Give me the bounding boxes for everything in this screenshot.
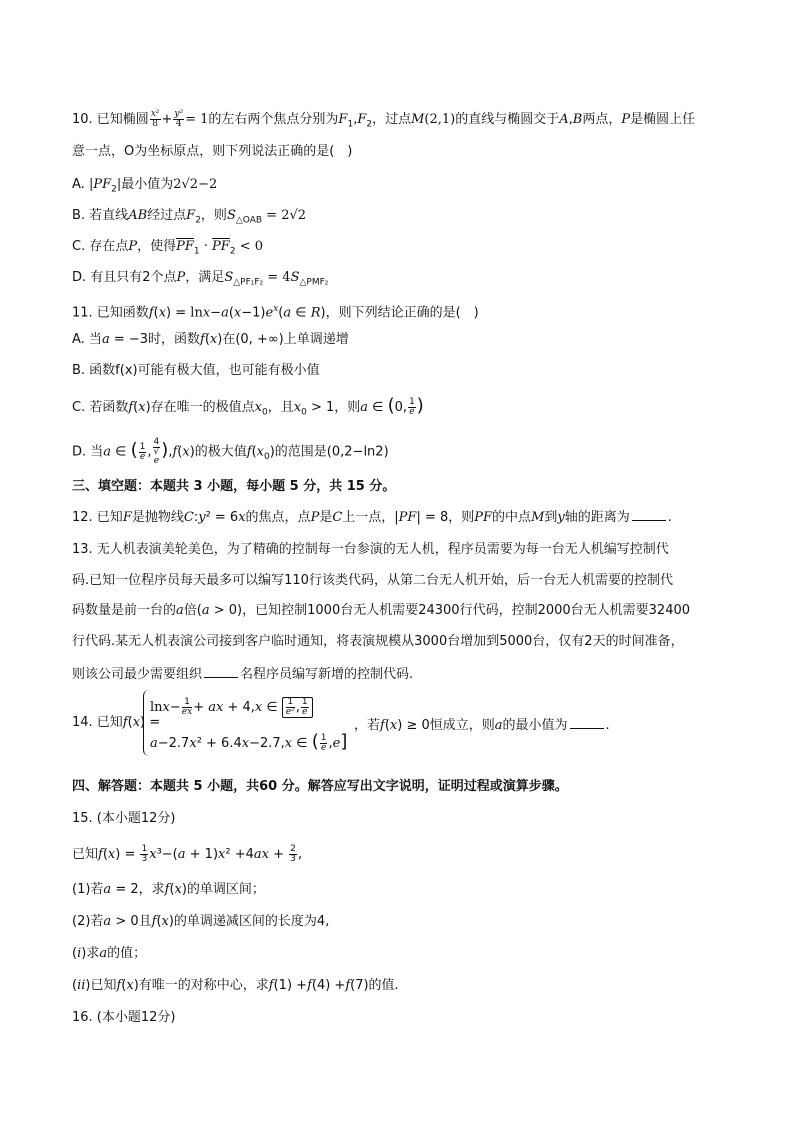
q14-answer-blank	[570, 716, 604, 729]
q14-piece-2: a−2.7x² + 6.4x−2.7,x ∈ ( $\frac{1}{e}$ ,e]	[150, 731, 348, 753]
q12-question: 12. 已知F是抛物线C:y² = 6x的焦点，点P是C上一点，|PF| = 8，则PF的中点M到y轴的距离为 .	[72, 510, 672, 525]
q15-part-2: (2)若a > 0且f(x)的单调递减区间的长度为4,	[72, 914, 330, 929]
q14-piece-1: lnx− $\frac{1}{ex}$ + ax + 4,x ∈ $\frac{1}{\text{e²}}$ , $\frac{1}{e}$	[150, 697, 313, 718]
q14-lead: 14. 已知f(x) =	[72, 715, 161, 730]
q16-heading: 16. (本小题12分)	[72, 1010, 176, 1025]
q15-part-2-i: (i)求a的值；	[72, 946, 147, 961]
q15-given: 已知f(x) = $\frac{1}{3}$ x³−(a + 1)x² +4ax + $\frac{2}{3}$ ,	[72, 844, 303, 864]
q11-option-c: C. 若函数f(x)存在唯一的极值点$x_0$，且$x_0 > 1$，则a ∈ (0, $\frac{1}{e}$ )	[72, 395, 424, 418]
q10-option-b: B. 若直线AB经过点$F_2$，则$S_{\triangle OAB} = 2√2$	[72, 208, 307, 226]
q14-tail: ，若f(x) ≥ 0恒成立，则a的最小值为 .	[354, 718, 610, 733]
q10-option-a: A. $|PF_2|$最小值为2√2−2	[72, 177, 218, 195]
q13-line2: 码.已知一位程序员每天最多可以编写110行该类代码，从第二台无人机开始，后一台无人机需要的控制代	[72, 573, 673, 588]
q12-answer-blank	[632, 508, 666, 521]
q10-option-c: C. 存在点P，使得$PF_1 \cdot PF_2 < 0$	[72, 239, 263, 257]
q11-option-a: A. 当a = −3时，函数f(x)在(0, +∞)上单调递增	[72, 332, 349, 347]
q11-option-b: B. 函数f(x)可能有极大值，也可能有极小值	[72, 363, 320, 378]
q11-stem: 11. 已知函数$f(x) = \ln x-a(x-1)e^x(a$ ∈ R)，则下列结论正确的是( )	[72, 304, 479, 321]
q10-stem-line1: 10. 已知椭圆 $\frac{\text{x²}}{8}$ + $\frac{\text{y²}}{4}$ = 1的左右两个焦点分别为$F_1,F_2$，过点M(2,1)的直线与椭圆交于A,B两点，P是椭圆上任	[72, 109, 696, 130]
q11-option-d: D. 当a ∈ ( $\frac{1}{e}$ , 4 √ e ),f(x)的极大值$f(x_0)$的范围是(0,2−ln2)	[72, 437, 389, 466]
q15-part-2-ii: (ii)已知f(x)有唯一的对称中心，求f(1) +f(4) +f(7)的值.	[72, 978, 399, 993]
q13-line4: 行代码.某无人机表演公司接到客户临时通知，将表演规模从3000台增加到5000台，仅有2天的时间准备，	[72, 634, 684, 649]
q13-line3: 码数量是前一台的a倍(a > 0)，已知控制1000台无人机需要24300行代码，控制2000台无人机需要32400	[72, 603, 691, 618]
q13-line1: 13. 无人机表演美轮美色，为了精确的控制每一台参演的无人机，程序员需要为每一台无人机编写控制代	[72, 542, 669, 557]
section-3-heading: 三、填空题：本题共 3 小题，每小题 5 分，共 15 分。	[72, 479, 396, 494]
q15-heading: 15. (本小题12分)	[72, 811, 176, 826]
q10-stem-line2: 意一点，O为坐标原点，则下列说法正确的是( )	[72, 144, 353, 159]
q15-part-1: (1)若a = 2，求f(x)的单调区间；	[72, 882, 265, 897]
q13-line5: 则该公司最少需要组织 名程序员编写新增的控制代码.	[72, 667, 414, 682]
section-4-heading: 四、解答题：本题共 5 小题，共60 分。解答应写出文字说明，证明过程或演算步骤。	[72, 779, 568, 794]
q10-option-d: D. 有且只有2个点P，满足$S_{\triangle PF_1F_2} = 4S_{\triangle PMF_2}$	[72, 270, 329, 288]
q13-answer-blank	[204, 665, 238, 678]
